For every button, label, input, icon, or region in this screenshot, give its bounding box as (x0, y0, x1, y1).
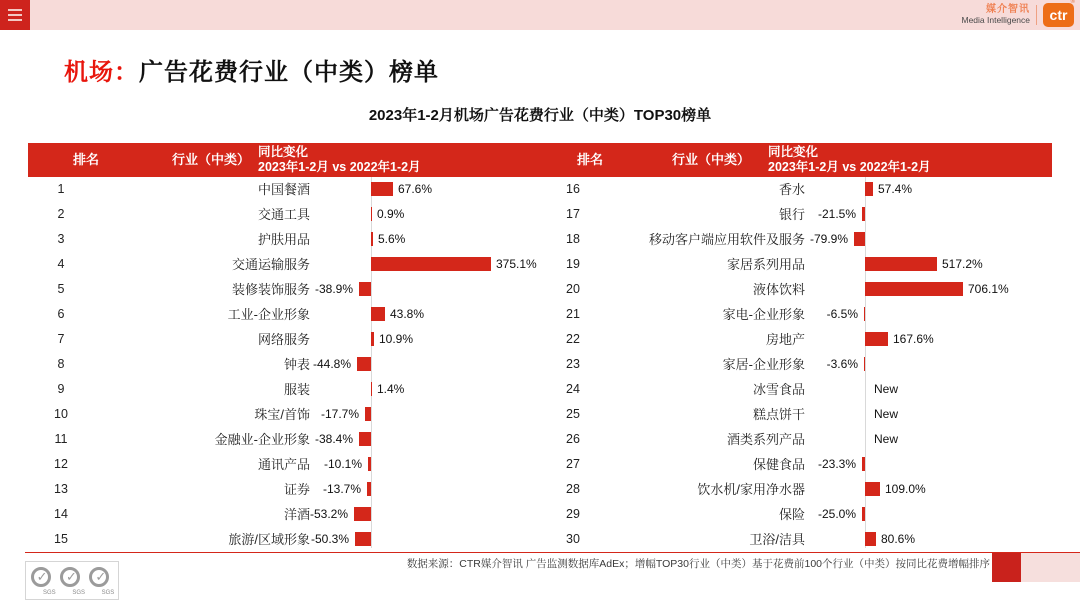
industry-name: 网络服务 (257, 332, 310, 347)
table-row (540, 327, 1052, 352)
brand-block (961, 0, 1074, 30)
header-rank-left: 排名 (72, 152, 99, 167)
rank-cell: 22 (566, 332, 580, 346)
industry-name: 服装 (283, 382, 310, 397)
change-bar (367, 482, 371, 496)
change-value-label: 167.6% (893, 332, 934, 346)
change-bar (371, 257, 491, 271)
change-value-label: -23.3% (817, 457, 856, 471)
brand-divider (1036, 5, 1037, 25)
change-bar (862, 207, 865, 221)
change-bar (864, 307, 865, 321)
industry-name: 液体饮料 (752, 282, 805, 297)
hamburger-icon (8, 9, 22, 11)
change-bar (371, 332, 374, 346)
rank-cell: 11 (54, 432, 68, 446)
rank-cell: 13 (54, 482, 68, 496)
industry-name: 装修装饰服务 (231, 282, 310, 297)
change-bar (371, 207, 372, 221)
industry-name: 中国餐酒 (257, 182, 310, 197)
industry-name: 饮水机/家用净水器 (697, 482, 805, 497)
change-value-label: -21.5% (817, 207, 856, 221)
change-bar (371, 382, 372, 396)
header-industry-right: 行业（中类） (671, 152, 750, 167)
change-bar (864, 357, 865, 371)
table-row (28, 277, 540, 302)
change-value-label: 80.6% (881, 532, 916, 546)
rank-cell: 28 (566, 482, 580, 496)
change-bar (865, 282, 963, 296)
industry-name: 冰雪食品 (752, 382, 805, 397)
change-value-label: 0.9% (377, 207, 405, 221)
header-change-right: 同比变化 2023年1-2月 vs 2022年1-2月 (768, 145, 931, 174)
industry-name: 家居系列用品 (726, 257, 805, 272)
table-row (28, 177, 540, 202)
change-value-label: -6.5% (826, 307, 858, 321)
change-value-label: 67.6% (398, 182, 433, 196)
chart-subtitle: 2023年1-2月机场广告花费行业（中类）TOP30榜单 (368, 107, 712, 124)
change-value-label: -79.9% (809, 232, 848, 246)
rank-cell: 7 (57, 332, 65, 346)
table-header (28, 143, 1052, 177)
change-value-label: 10.9% (379, 332, 414, 346)
rank-cell: 2 (57, 207, 65, 221)
change-value-label: -38.4% (314, 432, 353, 446)
change-bar (365, 407, 371, 421)
sgs-logos (25, 561, 119, 600)
industry-name: 护肤用品 (257, 232, 310, 247)
table-row (28, 202, 540, 227)
rank-cell: 3 (57, 232, 65, 246)
rank-cell: 5 (57, 282, 65, 296)
table-row (28, 227, 540, 252)
rank-cell: 9 (57, 382, 65, 396)
change-value-label: 5.6% (378, 232, 406, 246)
footer-accent-pink (1021, 553, 1080, 582)
industry-name: 交通工具 (257, 207, 310, 222)
change-bar (862, 457, 865, 471)
sgs-certification-icon: ✓ SGS (88, 566, 114, 596)
change-bar (862, 507, 865, 521)
header-rank-right: 排名 (576, 152, 603, 167)
industry-name: 家电-企业形象 (722, 307, 805, 322)
footer-accent-square (992, 553, 1021, 582)
change-value-label: 517.2% (942, 257, 983, 271)
change-bar (865, 532, 876, 546)
industry-name: 房地产 (765, 332, 805, 347)
rank-cell: 27 (566, 457, 580, 471)
rank-cell: 20 (566, 282, 580, 296)
change-bar (357, 357, 371, 371)
change-bar (854, 232, 865, 246)
change-value-label: -50.3% (310, 532, 349, 546)
rank-cell: 1 (57, 182, 65, 196)
rank-cell: 29 (566, 507, 580, 521)
table-row (540, 377, 1052, 402)
page-title-rest: 广告花费行业（中类）榜单 (139, 59, 439, 86)
industry-name: 通讯产品 (257, 457, 310, 472)
industry-name: 珠宝/首饰 (254, 407, 310, 422)
rank-cell: 14 (54, 507, 68, 521)
table-row (28, 377, 540, 402)
industry-name: 酒类系列产品 (726, 432, 805, 447)
rank-cell: 18 (566, 232, 580, 246)
rank-cell: 15 (54, 532, 68, 546)
table-row (28, 527, 540, 552)
change-value-label: -53.2% (309, 507, 348, 521)
data-source-note: 数据来源：CTR媒介智讯 广告监测数据库AdEx；增幅TOP30行业（中类）基于花费前100个行业（中类）按同比花费增幅排序 (406, 558, 990, 570)
ranking-table-right (540, 177, 1052, 553)
footer-divider (25, 552, 1080, 553)
table-row (540, 427, 1052, 452)
hamburger-icon (8, 19, 22, 21)
industry-name: 交通运输服务 (231, 257, 310, 272)
change-value-label: -13.7% (322, 482, 361, 496)
sgs-certification-icon: ✓ SGS (59, 566, 85, 596)
industry-name: 移动客户端应用软件及服务 (648, 232, 805, 247)
table-row (540, 352, 1052, 377)
table-row (540, 227, 1052, 252)
page-title-prefix: 机场： (64, 59, 139, 86)
rank-cell: 24 (566, 382, 580, 396)
change-bar (865, 482, 880, 496)
ctr-logo: ctr ® (1043, 3, 1074, 27)
header-change-left: 同比变化 2023年1-2月 vs 2022年1-2月 (258, 145, 421, 174)
industry-name: 卫浴/洁具 (749, 532, 805, 547)
hamburger-icon (8, 14, 22, 16)
change-value-label: 57.4% (878, 182, 913, 196)
change-value-label: -17.7% (320, 407, 359, 421)
change-bar (371, 232, 373, 246)
table-row (540, 252, 1052, 277)
table-row (28, 427, 540, 452)
change-bar (359, 282, 371, 296)
rank-cell: 25 (566, 407, 580, 421)
change-value-label: -3.6% (826, 357, 858, 371)
rank-cell: 12 (54, 457, 68, 471)
table-row (540, 402, 1052, 427)
table-row (28, 252, 540, 277)
change-bar (368, 457, 371, 471)
table-row (28, 327, 540, 352)
change-bar (354, 507, 371, 521)
change-value-label: -44.8% (312, 357, 351, 371)
menu-button[interactable] (0, 0, 30, 30)
table-row (540, 202, 1052, 227)
rank-cell: 26 (566, 432, 580, 446)
change-value-label: 1.4% (377, 382, 405, 396)
change-bar (371, 307, 385, 321)
change-bar (355, 532, 371, 546)
header-industry-left: 行业（中类） (171, 152, 250, 167)
table-row (540, 502, 1052, 527)
rank-cell: 21 (566, 307, 580, 321)
change-value-label: 706.1% (968, 282, 1009, 296)
table-row (540, 302, 1052, 327)
industry-name: 家居-企业形象 (722, 357, 805, 372)
rank-cell: 17 (566, 207, 580, 221)
rank-cell: 30 (566, 532, 580, 546)
industry-name: 香水 (778, 182, 805, 197)
change-value-label: New (874, 407, 899, 421)
sgs-certification-icon: ✓ SGS (30, 566, 56, 596)
table-row (540, 477, 1052, 502)
change-value-label: -25.0% (817, 507, 856, 521)
change-value-label: New (874, 382, 899, 396)
change-value-label: 43.8% (390, 307, 425, 321)
rank-cell: 16 (566, 182, 580, 196)
table-row (28, 477, 540, 502)
rank-cell: 19 (566, 257, 580, 271)
change-bar (865, 182, 873, 196)
industry-name: 钟表 (283, 357, 310, 372)
rank-cell: 4 (57, 257, 65, 271)
table-row (28, 302, 540, 327)
table-row (28, 502, 540, 527)
industry-name: 金融业-企业形象 (214, 432, 310, 447)
change-value-label: New (874, 432, 899, 446)
rank-cell: 23 (566, 357, 580, 371)
change-bar (359, 432, 371, 446)
industry-name: 保险 (778, 507, 805, 522)
change-bar (865, 257, 937, 271)
industry-name: 洋酒 (283, 507, 310, 522)
top-bar (0, 0, 1080, 30)
industry-name: 证券 (283, 482, 310, 497)
rank-cell: 10 (54, 407, 68, 421)
table-row (540, 452, 1052, 477)
change-value-label: 375.1% (496, 257, 537, 271)
industry-name: 工业-企业形象 (227, 307, 310, 322)
table-row (540, 177, 1052, 202)
brand-en-label: Media Intelligence (961, 14, 1030, 25)
page-title (64, 52, 439, 87)
change-value-label: 109.0% (885, 482, 926, 496)
table-row (540, 527, 1052, 552)
industry-name: 银行 (778, 207, 805, 222)
industry-name: 旅游/区域形象 (228, 532, 310, 547)
rank-cell: 8 (57, 357, 65, 371)
table-row (540, 277, 1052, 302)
ranking-table-left (28, 177, 540, 553)
change-value-label: -10.1% (323, 457, 362, 471)
industry-name: 糕点饼干 (752, 407, 805, 422)
brand-cn-label: 媒介智讯 (986, 4, 1030, 16)
table-row (28, 352, 540, 377)
table-row (28, 452, 540, 477)
change-value-label: -38.9% (314, 282, 353, 296)
table-row (28, 402, 540, 427)
rank-cell: 6 (57, 307, 65, 321)
registered-mark-icon: ® (1070, 0, 1075, 5)
change-bar (371, 182, 393, 196)
change-bar (865, 332, 888, 346)
industry-name: 保健食品 (752, 457, 805, 472)
